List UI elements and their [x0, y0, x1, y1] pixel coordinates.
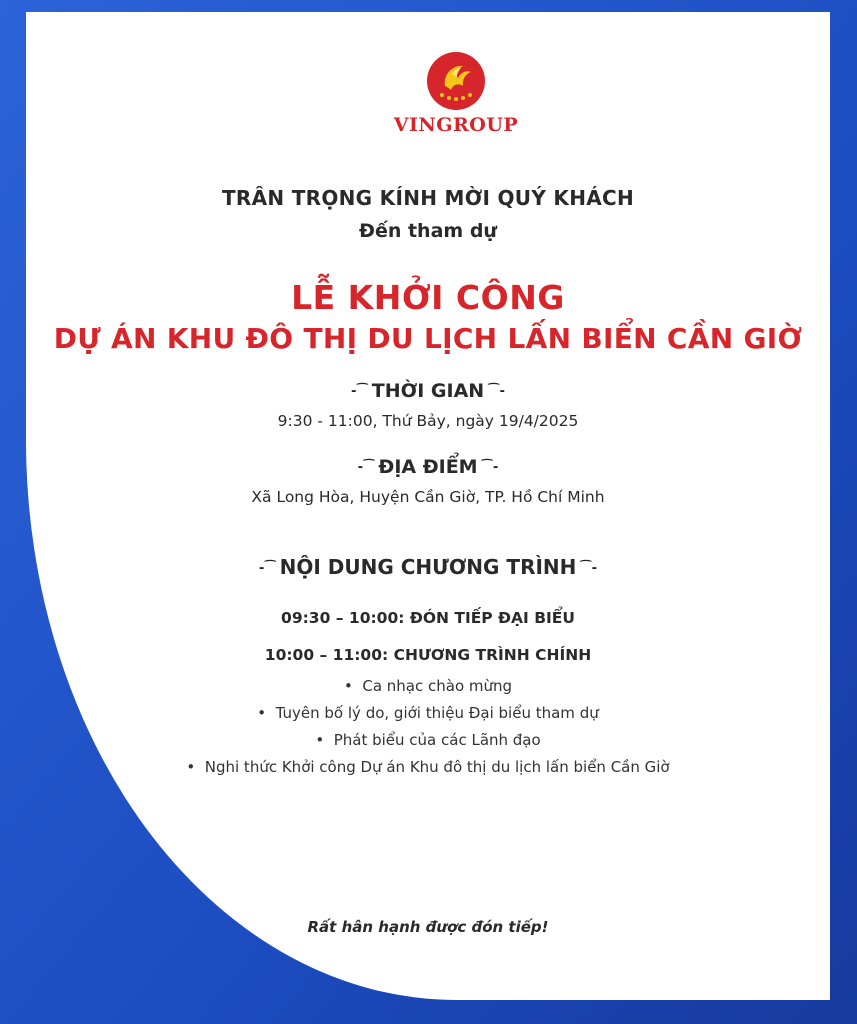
right-ornament-icon: ⁀⁃: [580, 561, 598, 576]
brand-logo: [386, 50, 526, 150]
right-ornament-icon: ⁀⁃: [488, 384, 506, 399]
time-heading-label: THỜI GIAN: [371, 380, 485, 402]
event-subtitle: DỰ ÁN KHU ĐÔ THỊ DU LỊCH LẤN BIỂN CẦN GIỜ: [53, 322, 803, 355]
time-value: 9:30 - 11:00, Thứ Bảy, ngày 19/4/2025: [277, 412, 579, 430]
location-value: Xã Long Hòa, Huyện Cần Giờ, TP. Hồ Chí Minh: [251, 488, 605, 506]
time-heading: [26, 380, 830, 402]
invitation-line: TRÂN TRỌNG KÍNH MỜI QUÝ KHÁCH: [221, 186, 635, 210]
program-bullet: • Phát biểu của các Lãnh đạo: [315, 731, 541, 749]
attend-line: Đến tham dự: [359, 220, 497, 242]
program-bullet: • Ca nhạc chào mừng: [343, 677, 513, 695]
vingroup-phoenix-logo-icon: [425, 50, 487, 112]
location-heading: [26, 456, 830, 478]
location-heading-label: ĐỊA ĐIỂM: [378, 456, 478, 478]
left-ornament-icon: ⁃⁀: [258, 561, 276, 576]
program-item: 10:00 – 11:00: CHƯƠNG TRÌNH CHÍNH: [264, 646, 592, 664]
closing-message: Rất hân hạnh được đón tiếp!: [307, 918, 549, 936]
right-ornament-icon: ⁀⁃: [481, 460, 499, 475]
bullet-text: Ca nhạc chào mừng: [362, 677, 513, 695]
left-ornament-icon: ⁃⁀: [350, 384, 368, 399]
left-ornament-icon: ⁃⁀: [357, 460, 375, 475]
program-item: 09:30 – 10:00: ĐÓN TIẾP ĐẠI BIỂU: [281, 609, 575, 627]
bullet-text: Phát biểu của các Lãnh đạo: [333, 731, 541, 749]
event-title: LỄ KHỞI CÔNG: [291, 278, 565, 317]
bullet-text: Tuyên bố lý do, giới thiệu Đại biểu tham dự: [275, 704, 599, 722]
brand-name: VINGROUP: [393, 114, 519, 136]
bullet-text: Nghi thức Khởi công Dự án Khu đô thị du lịch lấn biển Cần Giờ: [204, 758, 670, 776]
program-bullet: • Tuyên bố lý do, giới thiệu Đại biểu tham dự: [257, 704, 599, 722]
program-heading: [26, 555, 830, 579]
program-bullet: • Nghi thức Khởi công Dự án Khu đô thị du lịch lấn biển Cần Giờ: [186, 758, 670, 776]
program-heading-label: NỘI DUNG CHƯƠNG TRÌNH: [279, 555, 577, 579]
